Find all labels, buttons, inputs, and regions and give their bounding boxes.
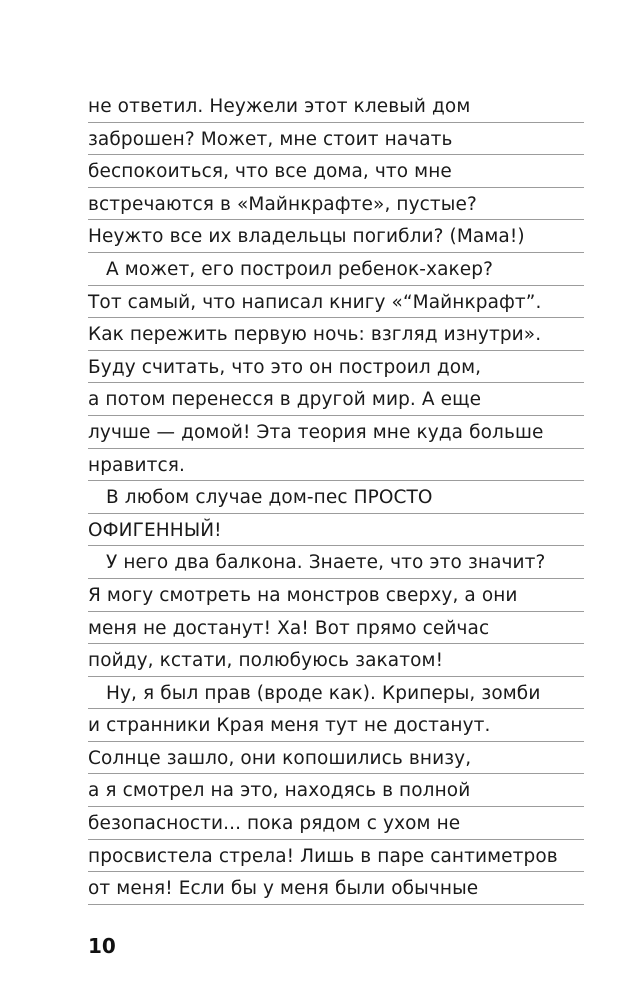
text-line: У него два балкона. Знаете, что это значит? (88, 546, 584, 579)
text-line: Как пережить первую ночь: взгляд изнутри». (88, 318, 584, 351)
text-line: а я смотрел на это, находясь в полной (88, 774, 584, 807)
text-line: и странники Края меня тут не достанут. (88, 709, 584, 742)
text-line: заброшен? Может, мне стоит начать (88, 123, 584, 156)
text-line: лучше — домой! Эта теория мне куда больше (88, 416, 584, 449)
text-line: не ответил. Неужели этот клевый дом (88, 90, 584, 123)
text-line: беспокоиться, что все дома, что мне (88, 155, 584, 188)
text-line: безопасности... пока рядом с ухом не (88, 807, 584, 840)
text-line: Я могу смотреть на монстров сверху, а они (88, 579, 584, 612)
text-line: Тот самый, что написал книгу «“Майнкрафт”. (88, 286, 584, 319)
text-line: нравится. (88, 449, 584, 482)
text-line: А может, его построил ребенок-хакер? (88, 253, 584, 286)
text-line: ОФИГЕННЫЙ! (88, 514, 584, 547)
page-number: 10 (88, 934, 116, 958)
text-line: а потом перенесся в другой мир. А еще (88, 383, 584, 416)
text-line: Буду считать, что это он построил дом, (88, 351, 584, 384)
text-line: от меня! Если бы у меня были обычные (88, 872, 584, 905)
text-line: Ну, я был прав (вроде как). Криперы, зомби (88, 677, 584, 710)
page-text (88, 90, 584, 905)
text-line: пойду, кстати, полюбуюсь закатом! (88, 644, 584, 677)
text-line: встречаются в «Майнкрафте», пустые? (88, 188, 584, 221)
text-line: В любом случае дом-пес ПРОСТО (88, 481, 584, 514)
text-line: просвистела стрела! Лишь в паре сантиметров (88, 840, 584, 873)
text-line: меня не достанут! Ха! Вот прямо сейчас (88, 612, 584, 645)
text-line: Солнце зашло, они копошились внизу, (88, 742, 584, 775)
text-line: Неужто все их владельцы погибли? (Мама!) (88, 220, 584, 253)
